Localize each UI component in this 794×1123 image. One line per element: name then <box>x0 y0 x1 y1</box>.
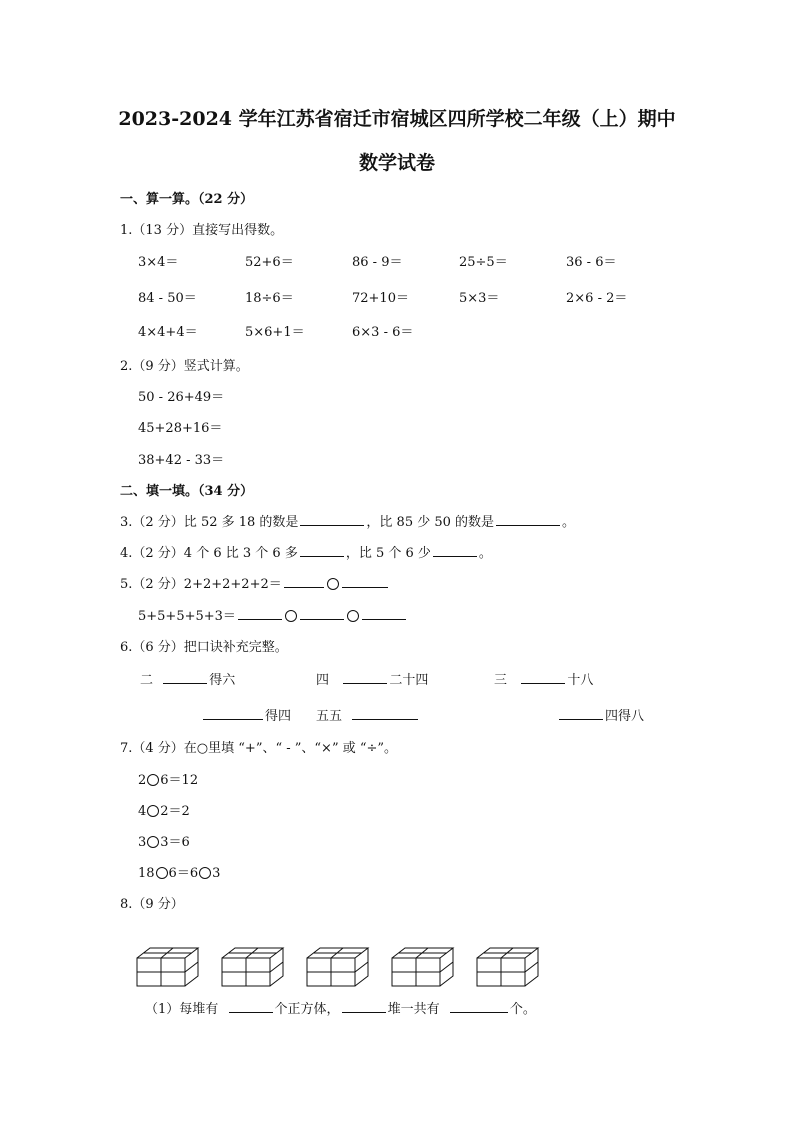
q5-blank[interactable] <box>342 575 388 588</box>
q7-stem: 7.（4 分）在○里填 “+”、“ - ”、“×” 或 “÷”。 <box>120 741 398 756</box>
q5-blank[interactable] <box>362 607 406 620</box>
q1-item: 5×3＝ <box>459 291 500 306</box>
q8-sub1-d: 个。 <box>509 1002 536 1017</box>
q1-item: 4×4+4＝ <box>138 325 198 340</box>
q3-blank-2[interactable] <box>496 513 560 526</box>
section1-heading: 一、算一算。（22 分） <box>120 192 254 207</box>
q6-blank[interactable] <box>343 671 387 684</box>
q1-item: 6×3 - 6＝ <box>352 325 414 340</box>
q7-operand: 18 <box>138 866 155 881</box>
cube-stack-icon <box>476 946 546 988</box>
q4-part3: 。 <box>478 546 492 561</box>
section2-heading: 二、填一填。（34 分） <box>120 484 254 499</box>
q7-item <box>138 800 190 819</box>
q4 <box>120 542 492 561</box>
q6-a-prefix: 二 <box>140 673 154 688</box>
q1-item: 72+10＝ <box>352 291 409 306</box>
q1-item: 86 - 9＝ <box>352 255 403 270</box>
q7-operand: 3 <box>212 866 221 881</box>
cube-stack-icon <box>306 946 376 988</box>
q5-blank[interactable] <box>238 607 282 620</box>
q6-blank[interactable] <box>203 707 263 720</box>
q8-sub1 <box>145 998 536 1017</box>
exam-title-line2: 数学试卷 <box>358 152 435 174</box>
q1-item: 2×6 - 2＝ <box>566 291 628 306</box>
exam-title-line1: 2023-2024 学年江苏省宿迁市宿城区四所学校二年级（上）期中 <box>118 108 676 130</box>
cube-stack-icon <box>136 946 206 988</box>
operator-circle[interactable] <box>156 867 168 879</box>
q6-e-prefix: 五五 <box>316 709 343 724</box>
cube-stack-icon <box>391 946 461 988</box>
q5-blank[interactable] <box>300 607 344 620</box>
q6-b-suffix: 二十四 <box>389 673 429 688</box>
cube-stack-icon <box>221 946 291 988</box>
q6-blank[interactable] <box>352 707 418 720</box>
q5-blank[interactable] <box>284 575 324 588</box>
q6-blank[interactable] <box>559 707 603 720</box>
q3-blank-1[interactable] <box>300 513 364 526</box>
operator-circle[interactable] <box>147 836 159 848</box>
q7-item <box>138 769 198 788</box>
q4-part1: 4.（2 分）4 个 6 比 3 个 6 多 <box>120 546 298 561</box>
q6-stem: 6.（6 分）把口诀补充完整。 <box>120 640 288 655</box>
operator-circle[interactable] <box>147 774 159 786</box>
q1-item: 5×6+1＝ <box>245 325 305 340</box>
q5-expr-1: 5.（2 分）2+2+2+2+2＝ <box>120 577 282 592</box>
q2-item: 50 - 26+49＝ <box>138 390 225 405</box>
q6-f-suffix: 四得八 <box>605 709 645 724</box>
q7-operand: 2 <box>138 773 147 788</box>
q1-stem: 1.（13 分）直接写出得数。 <box>120 223 284 238</box>
q3-part2: ，比 85 少 50 的数是 <box>366 515 495 530</box>
operator-circle[interactable] <box>347 610 359 622</box>
q2-item: 38+42 - 33＝ <box>138 453 225 468</box>
q1-item: 3×4＝ <box>138 255 179 270</box>
q7-operand: 4 <box>138 804 147 819</box>
q4-part2: ，比 5 个 6 少 <box>345 546 431 561</box>
q8-blank[interactable] <box>229 1000 273 1013</box>
q7-operand: 6＝12 <box>160 773 199 788</box>
q1-item: 36 - 6＝ <box>566 255 617 270</box>
operator-circle[interactable] <box>199 867 211 879</box>
q6-b-prefix: 四 <box>316 673 330 688</box>
q8-blank[interactable] <box>450 1000 508 1013</box>
q2-item: 45+28+16＝ <box>138 421 223 436</box>
q6-blank[interactable] <box>521 671 565 684</box>
q1-item: 84 - 50＝ <box>138 291 197 306</box>
q8-stem: 8.（9 分） <box>120 897 184 912</box>
q4-blank-1[interactable] <box>300 544 344 557</box>
q6-c-suffix: 十八 <box>567 673 594 688</box>
q1-item: 18÷6＝ <box>245 291 294 306</box>
q1-item: 25÷5＝ <box>459 255 508 270</box>
q6-a-suffix: 得六 <box>209 673 236 688</box>
q3 <box>120 511 575 530</box>
q6-blank[interactable] <box>163 671 207 684</box>
q7-item <box>138 862 220 881</box>
q4-blank-2[interactable] <box>433 544 477 557</box>
q6-item-f <box>557 705 644 724</box>
q5-expr-2: 5+5+5+5+3＝ <box>138 609 236 624</box>
q6-item-a <box>140 669 235 688</box>
operator-circle[interactable] <box>327 578 339 590</box>
q8-sub1-c: 堆一共有 <box>387 1002 440 1017</box>
q3-part1: 3.（2 分）比 52 多 18 的数是 <box>120 515 299 530</box>
q7-operand: 3 <box>138 835 147 850</box>
q7-operand: 3＝6 <box>160 835 190 850</box>
q6-item-b <box>316 669 428 688</box>
q8-sub1-a: （1）每堆有 <box>145 1002 219 1017</box>
q6-item-e <box>316 705 420 724</box>
q6-c-prefix: 三 <box>494 673 508 688</box>
operator-circle[interactable] <box>147 805 159 817</box>
q7-operand: 2＝2 <box>160 804 190 819</box>
operator-circle[interactable] <box>285 610 297 622</box>
q3-part3: 。 <box>562 515 576 530</box>
q8-blank[interactable] <box>342 1000 386 1013</box>
q5-line1 <box>120 573 390 592</box>
q6-d-suffix: 得四 <box>265 709 292 724</box>
q7-item <box>138 831 190 850</box>
q8-sub1-b: 个正方体， <box>274 1002 340 1017</box>
q1-item: 52+6＝ <box>245 255 294 270</box>
q6-item-c <box>494 669 593 688</box>
q2-stem: 2.（9 分）竖式计算。 <box>120 359 249 374</box>
q7-operand: 6＝6 <box>168 866 199 881</box>
q5-line2 <box>138 605 408 624</box>
q6-item-d <box>201 705 291 724</box>
